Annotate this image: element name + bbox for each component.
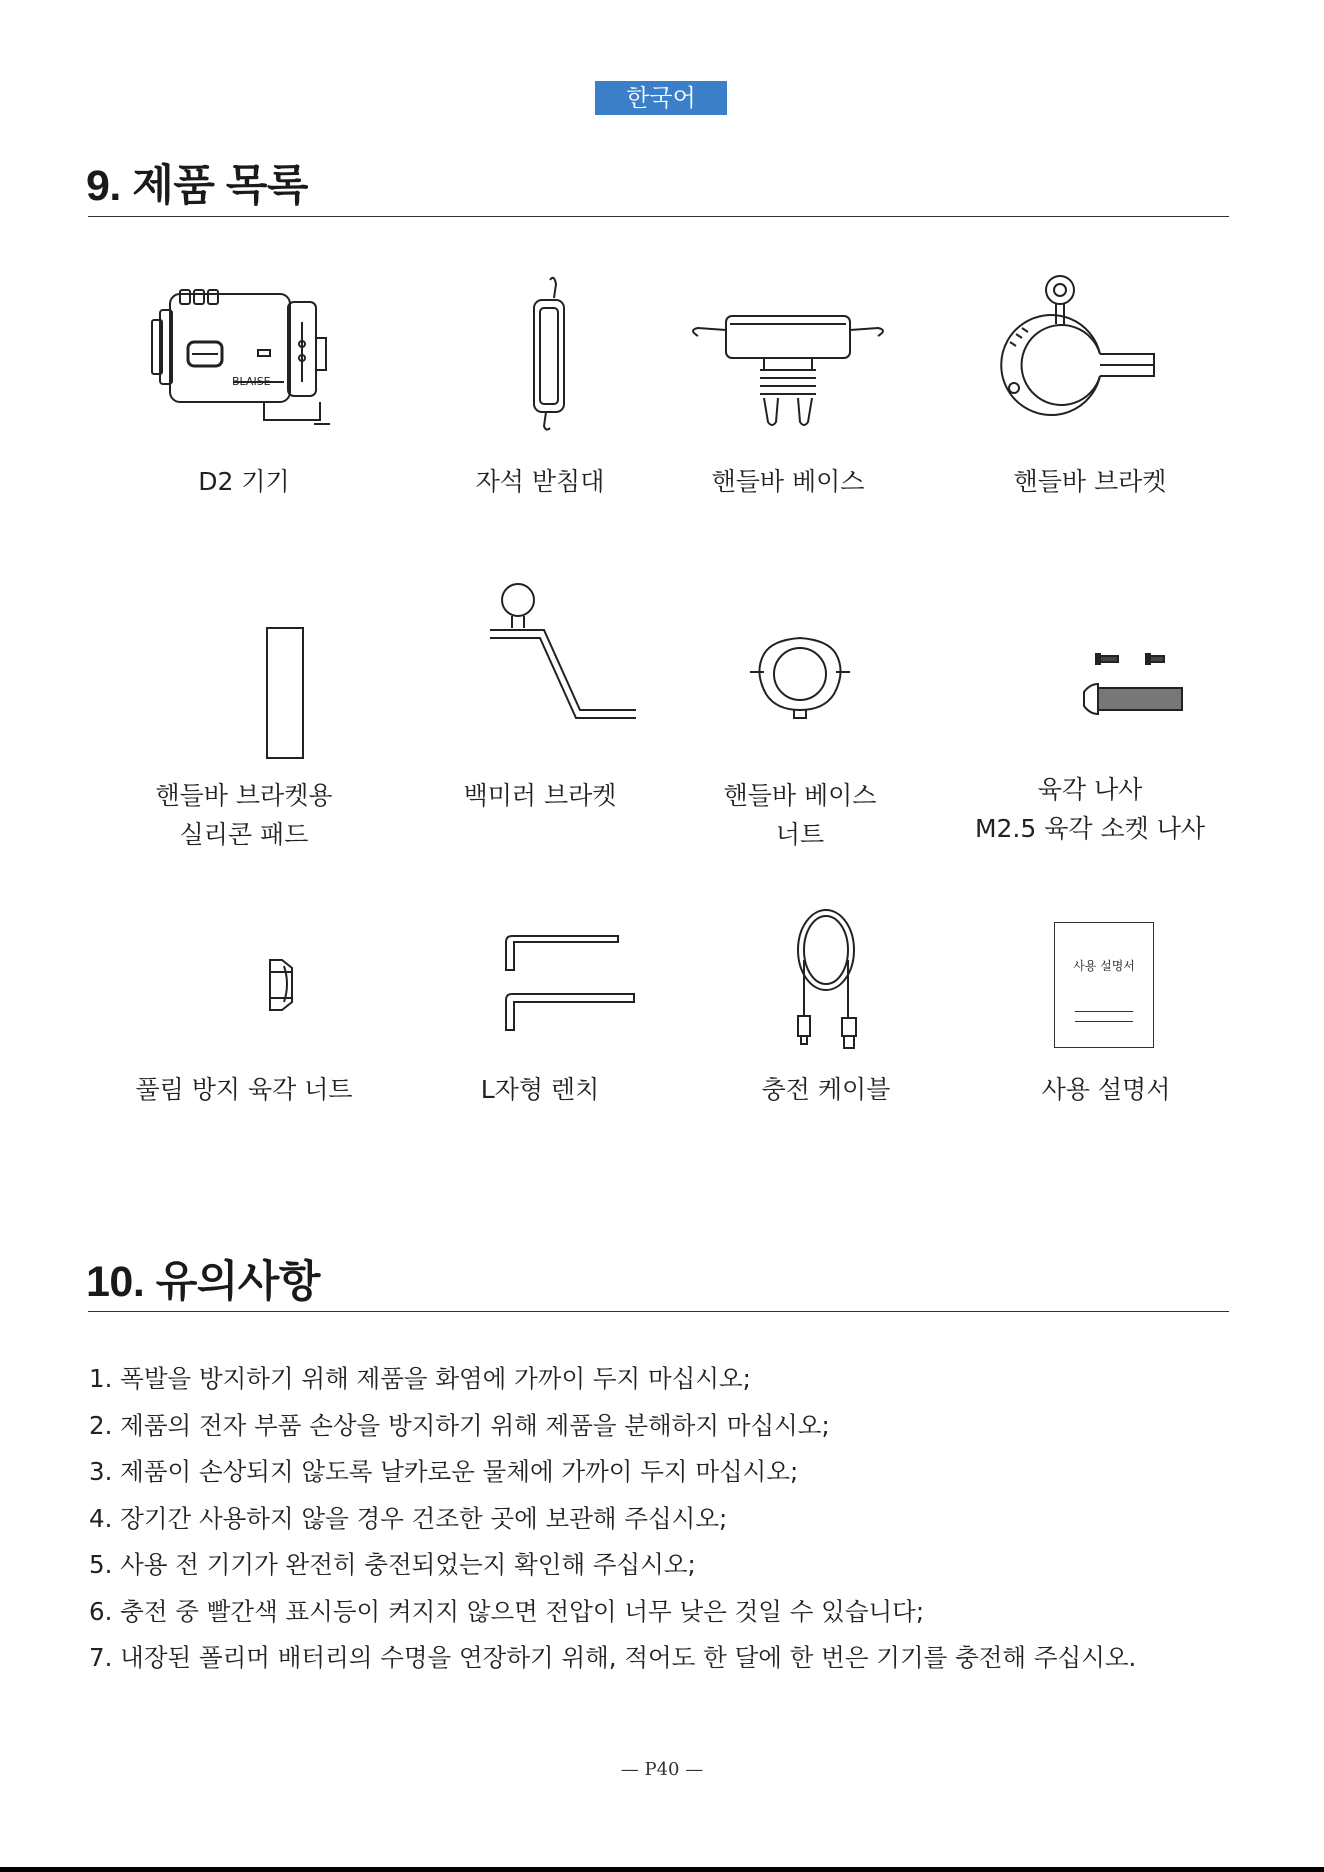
- section-divider: [88, 216, 1229, 217]
- product-label: 사용 설명서: [1041, 1075, 1171, 1104]
- section-title-product-list: 9. 제품 목록: [86, 162, 308, 210]
- handlebar-base-icon: [638, 262, 938, 442]
- manual-icon: [956, 900, 1256, 1080]
- manual-cover-title: 사용 설명서: [1073, 959, 1135, 973]
- list-item: 5. 사용 전 기기가 완전히 충전되었는지 확인해 주십시오;: [89, 1550, 696, 1579]
- product-label: 핸들바 브라켓: [1013, 467, 1167, 496]
- product-label: 핸들바 브라켓용: [155, 781, 333, 810]
- page-number: — P40 —: [620, 1759, 704, 1780]
- product-label-line2: M2.5 육각 소켓 나사: [974, 814, 1206, 843]
- mirror-bracket-icon: [390, 580, 690, 760]
- section-divider: [88, 1311, 1229, 1312]
- silicone-pad-icon: [94, 580, 394, 760]
- precautions-list: [89, 1356, 1136, 1682]
- product-label: 핸들바 베이스: [723, 781, 877, 810]
- product-label-line2: 너트: [775, 820, 825, 849]
- product-label: 자석 받침대: [475, 467, 605, 496]
- list-item: 4. 장기간 사용하지 않을 경우 건조한 곳에 보관해 주십시오;: [89, 1503, 728, 1533]
- page-bottom-border: [0, 1867, 1324, 1872]
- product-label: 백미러 브라켓: [463, 781, 617, 810]
- product-label: L자형 렌치: [480, 1075, 600, 1104]
- product-label: 풀림 방지 육각 너트: [135, 1075, 353, 1104]
- list-item: 1. 폭발을 방지하기 위해 제품을 화염에 가까이 두지 마십시오;: [89, 1364, 751, 1393]
- handlebar-bracket-icon: [940, 262, 1240, 442]
- section-title-precautions: 10. 유의사항: [86, 1258, 320, 1306]
- product-label-line2: 실리콘 패드: [179, 820, 309, 849]
- product-label: 육각 나사: [1037, 775, 1143, 804]
- base-nut-icon: [650, 580, 950, 760]
- charging-cable-icon: [676, 900, 976, 1080]
- product-label: D2 기기: [198, 467, 290, 496]
- l-wrench-icon: [390, 900, 690, 1080]
- product-label: 핸들바 베이스: [711, 467, 865, 496]
- language-badge: 한국어: [595, 81, 727, 115]
- list-item: 6. 충전 중 빨간색 표시등이 켜지지 않으면 전압이 너무 낮은 것일 수 있습니다;: [89, 1596, 925, 1626]
- list-item: 7. 내장된 폴리머 배터리의 수명을 연장하기 위해, 적어도 한 달에 한 번은 기기를 충전해 주십시오.: [89, 1643, 1137, 1672]
- product-label: 충전 케이블: [761, 1075, 891, 1104]
- hex-screws-icon: [940, 580, 1240, 760]
- d2-device-icon: [94, 262, 394, 442]
- lock-nut-icon: [94, 900, 394, 1080]
- list-item: 3. 제품이 손상되지 않도록 날카로운 물체에 가까이 두지 마십시오;: [89, 1457, 799, 1486]
- svg-text:BLAISE: BLAISE: [232, 375, 271, 388]
- list-item: 2. 제품의 전자 부품 손상을 방지하기 위해 제품을 분해하지 마십시오;: [89, 1410, 830, 1440]
